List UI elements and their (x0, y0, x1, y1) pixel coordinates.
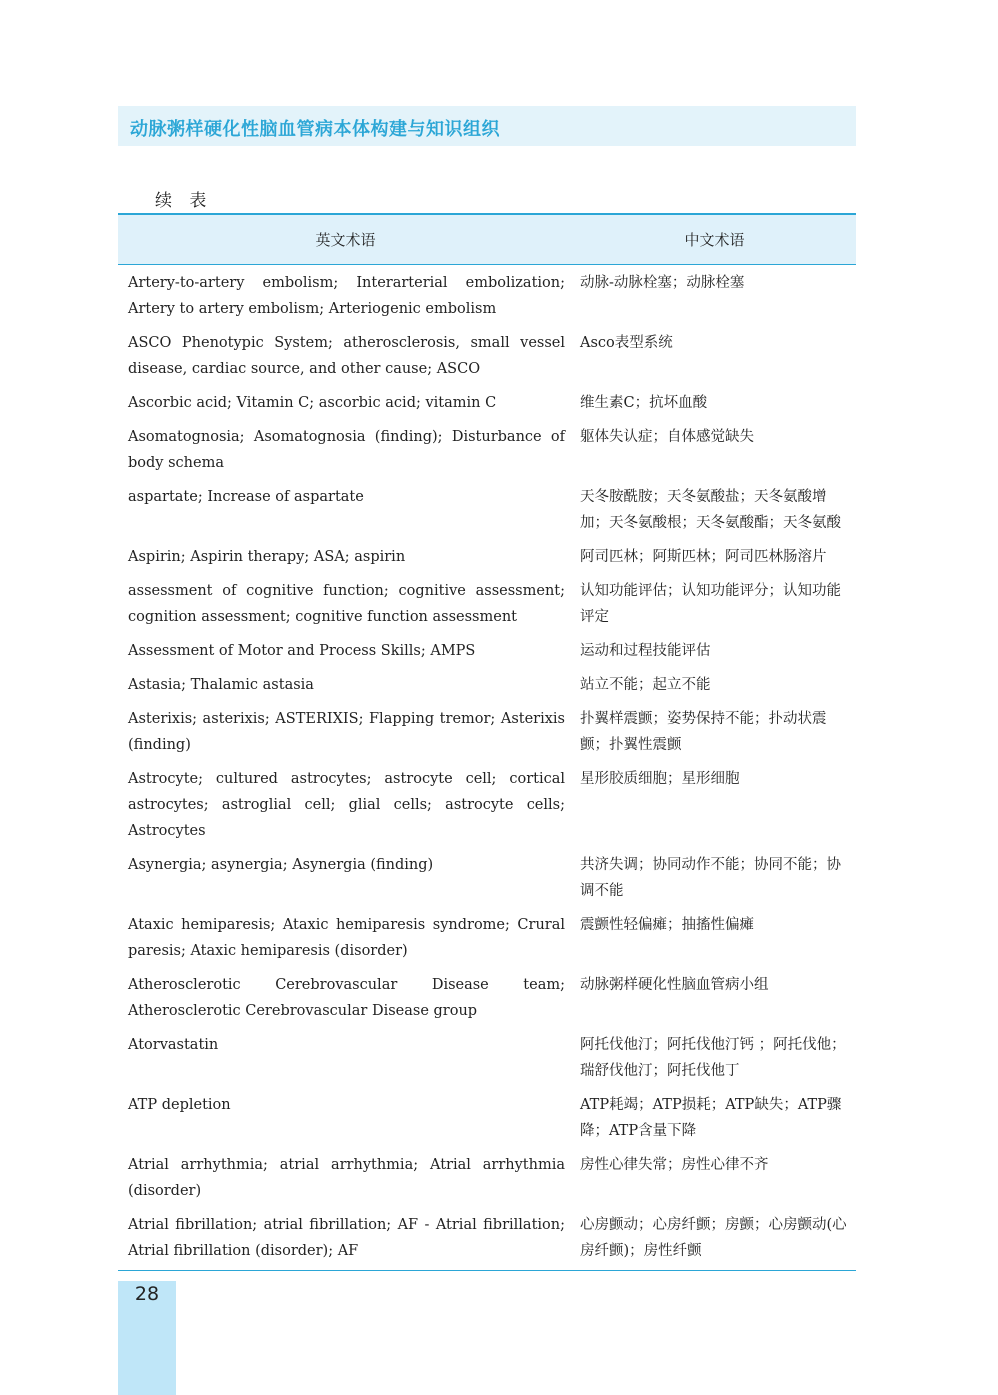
english-term-cell: ATP depletion (128, 1097, 231, 1113)
table-row (118, 326, 856, 386)
table-row (118, 420, 856, 480)
english-term-cell: Asomatognosia; Asomatognosia (finding); Disturbance of body schema (128, 429, 565, 471)
english-term-cell: Assessment of Motor and Process Skills; AMPS (128, 643, 476, 659)
english-term-cell: Ascorbic acid; Vitamin C; ascorbic acid; vitamin C (128, 395, 497, 411)
table-body (118, 265, 856, 1271)
chinese-term-cell: 星形胶质细胞；星形细胞 (580, 771, 740, 787)
chinese-term-cell: 震颤性轻偏瘫；抽搐性偏瘫 (580, 917, 754, 933)
column-header-english: 英文术语 (118, 214, 573, 265)
english-term-cell: Ataxic hemiparesis; Ataxic hemiparesis syndrome; Crural paresis; Ataxic hemiparesis (disorder) (128, 917, 565, 959)
english-term-cell: Atrial arrhythmia; atrial arrhythmia; Atrial arrhythmia (disorder) (128, 1157, 565, 1199)
english-term-cell: Astrocyte; cultured astrocytes; astrocyte cell; cortical astrocytes; astroglial cell; glial cells; astrocyte cells; Astrocytes (128, 771, 565, 839)
table-row (118, 908, 856, 968)
table-row (118, 1088, 856, 1148)
english-term-cell: aspartate; Increase of aspartate (128, 489, 364, 505)
chinese-term-cell: 维生素C；抗坏血酸 (580, 395, 708, 411)
chinese-term-cell: 认知功能评估；认知功能评分；认知功能评定 (580, 583, 841, 625)
english-term-cell: Astasia; Thalamic astasia (128, 677, 314, 693)
chinese-term-cell: 天冬胺酰胺；天冬氨酸盐；天冬氨酸增加；天冬氨酸根；天冬氨酸酯；天冬氨酸 (580, 489, 841, 531)
continued-label: 续 表 (155, 191, 213, 211)
table-row (118, 968, 856, 1028)
chinese-term-cell: 共济失调；协同动作不能；协同不能；协调不能 (580, 857, 841, 899)
column-header-chinese: 中文术语 (573, 214, 856, 265)
chinese-term-cell: 扑翼样震颤；姿势保持不能；扑动状震颤；扑翼性震颤 (580, 711, 827, 753)
table-row (118, 762, 856, 848)
term-table (118, 213, 856, 1271)
table-row (118, 634, 856, 668)
english-term-cell: Artery-to-artery embolism; Interarterial embolization; Artery to artery embolism; Arteriogenic embolism (128, 275, 565, 317)
table-row (118, 540, 856, 574)
chinese-term-cell: 阿托伐他汀；阿托伐他汀钙 ；阿托伐他；瑞舒伐他汀；阿托伐他丁 (580, 1037, 846, 1079)
table-row (118, 702, 856, 762)
english-term-cell: Atherosclerotic Cerebrovascular Disease team; Atherosclerotic Cerebrovascular Disease group (128, 977, 565, 1019)
chinese-term-cell: 动脉粥样硬化性脑血管病小组 (580, 977, 769, 993)
chinese-term-cell: 动脉-动脉栓塞；动脉栓塞 (580, 275, 745, 291)
header-title: 动脉粥样硬化性脑血管病本体构建与知识组织 (130, 119, 500, 140)
chinese-term-cell: 躯体失认症；自体感觉缺失 (580, 429, 754, 445)
chinese-term-cell: 运动和过程技能评估 (580, 643, 711, 659)
english-term-cell: Asterixis; asterixis; ASTERIXIS; Flapping tremor; Asterixis (finding) (128, 711, 565, 753)
english-term-cell: ASCO Phenotypic System; atherosclerosis, small vessel disease, cardiac source, and other cause; ASCO (128, 335, 565, 377)
table-row (118, 386, 856, 420)
chinese-term-cell: 房性心律失常；房性心律不齐 (580, 1157, 769, 1173)
chinese-term-cell: 站立不能；起立不能 (580, 677, 711, 693)
english-term-cell: Asynergia; asynergia; Asynergia (finding) (128, 857, 434, 873)
chinese-term-cell: Asco表型系统 (580, 335, 673, 351)
table-row (118, 668, 856, 702)
table-row (118, 1148, 856, 1208)
page-number: 28 (134, 1283, 160, 1305)
table-row (118, 265, 856, 327)
table-row (118, 848, 856, 908)
table-header-row (118, 214, 856, 265)
english-term-cell: Aspirin; Aspirin therapy; ASA; aspirin (128, 549, 406, 565)
table-row (118, 574, 856, 634)
table-row (118, 480, 856, 540)
header-band (118, 106, 856, 146)
english-term-cell: Atorvastatin (128, 1037, 219, 1053)
chinese-term-cell: ATP耗竭；ATP损耗；ATP缺失；ATP骤降；ATP含量下降 (580, 1097, 842, 1139)
table-row (118, 1028, 856, 1088)
chinese-term-cell: 阿司匹林；阿斯匹林；阿司匹林肠溶片 (580, 549, 827, 565)
english-term-cell: assessment of cognitive function; cognitive assessment; cognition assessment; cognitive function assessment (128, 583, 565, 625)
page-number-tab (118, 1281, 176, 1395)
chinese-term-cell: 心房颤动；心房纤颤；房颤；心房颤动(心房纤颤)；房性纤颤 (573, 1208, 856, 1271)
table-row (118, 1208, 856, 1271)
english-term-cell: Atrial fibrillation; atrial fibrillation; AF - Atrial fibrillation; Atrial fibrillation (disorder); AF (118, 1208, 573, 1271)
